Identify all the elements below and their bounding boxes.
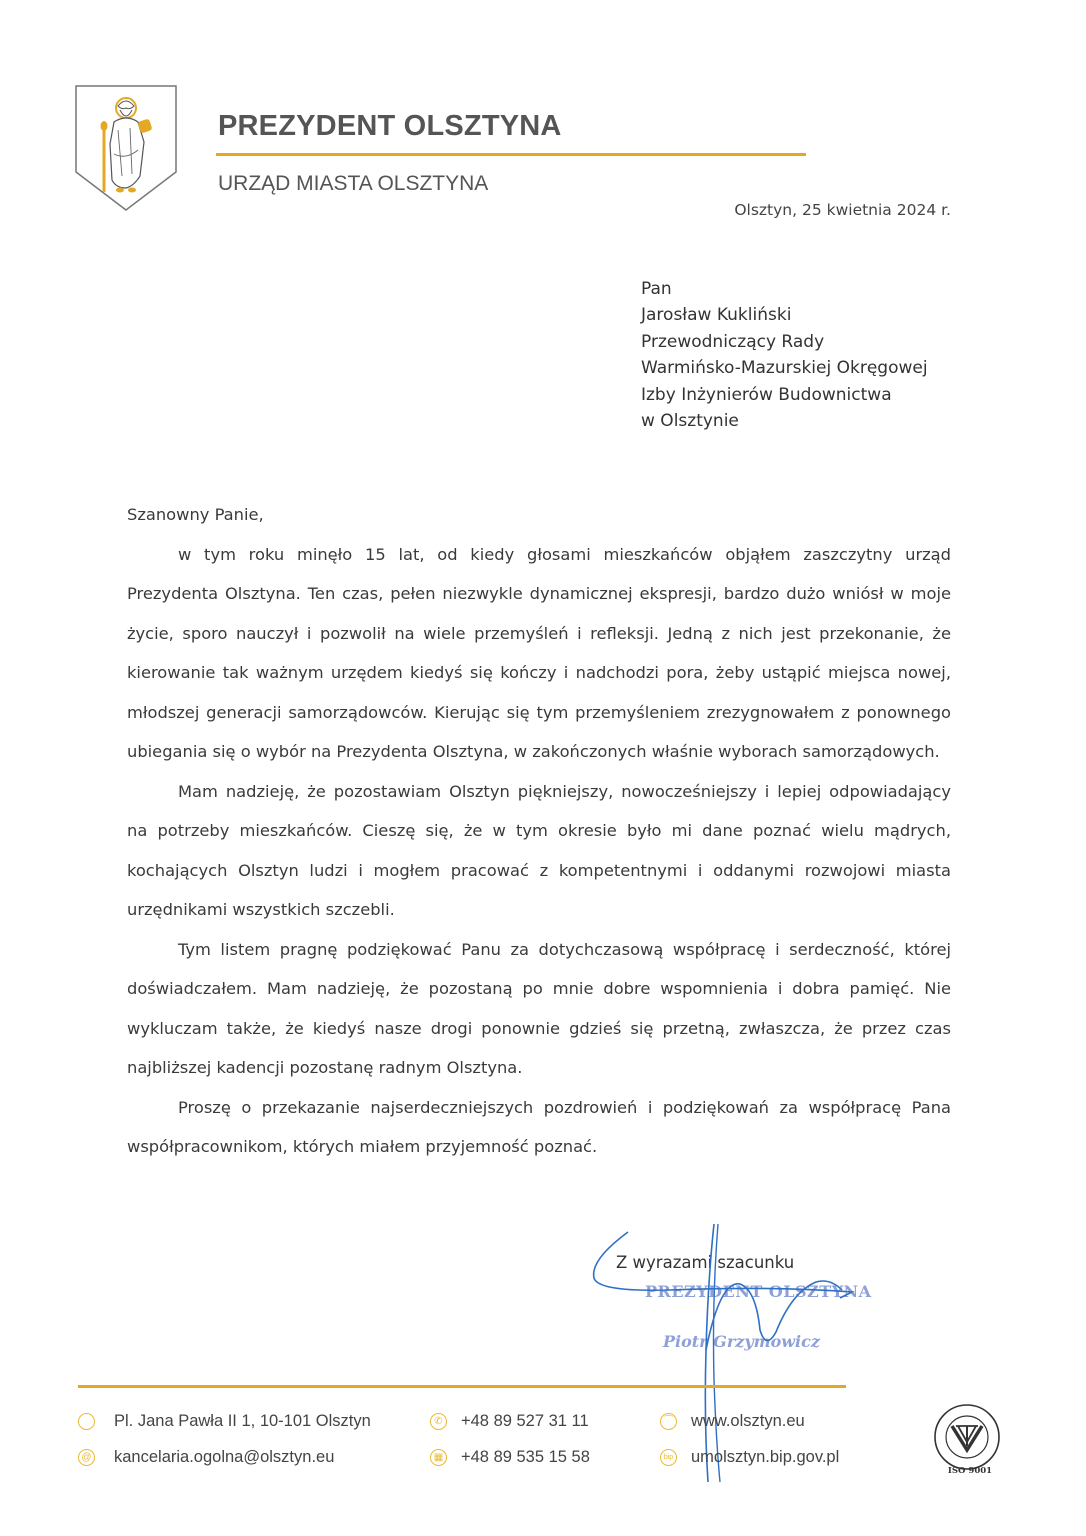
globe-icon: ⌒ [660, 1413, 677, 1430]
phone-icon: ✆ [430, 1413, 447, 1430]
stamp-title: PREZYDENT OLSZTYNA [645, 1282, 872, 1301]
footer-phone [430, 1412, 589, 1431]
recipient-line: Jarosław Kukliński [641, 305, 792, 326]
footer-email [78, 1448, 334, 1467]
letter-date: Olsztyn, 25 kwietnia 2024 r. [734, 201, 951, 219]
footer-email-text[interactable]: kancelaria.ogolna@olsztyn.eu [114, 1448, 335, 1466]
recipient-line: w Olsztynie [641, 411, 739, 432]
footer-address [78, 1412, 371, 1431]
footer-fax-text: +48 89 535 15 58 [461, 1448, 590, 1466]
body-paragraph: Tym listem pragnę podziękować Panu za dotychczasową współpracę i serdeczność, której doświadczałem. Mam nadzieję, że pozostaną po mnie dobre wspomnienia i dobra pamięć. Nie wykluczam także, że kiedyś nasze drogi ponownie gdzieś się przetną, zwłaszcza, że przez czas najbliższej kadencji pozostanę radnym Olsztyna. [127, 939, 951, 1077]
greeting: Szanowny Panie, [127, 505, 264, 524]
body-paragraph: Proszę o przekazanie najserdeczniejszych pozdrowień i podziękowań za współpracę Pana współpracownikom, których miałem przyjemność poznać. [127, 1097, 951, 1156]
recipient-line: Przewodniczący Rady [641, 331, 825, 352]
closing-text: Z wyrazami szacunku [616, 1253, 795, 1272]
location-icon [78, 1413, 95, 1430]
footer-website-text[interactable]: www.olsztyn.eu [691, 1412, 805, 1430]
footer-fax [430, 1448, 590, 1467]
bip-icon: bip [660, 1449, 677, 1466]
letterhead-title: PREZYDENT OLSZTYNA [218, 110, 562, 142]
at-icon: @ [78, 1449, 95, 1466]
coat-of-arms-icon [74, 84, 178, 212]
body-paragraph: Mam nadzieję, że pozostawiam Olsztyn piękniejszy, nowocześniejszy i lepiej odpowiadający na potrzeby mieszkańców. Cieszę się, że w tym okresie było mi dane poznać wielu mądrych, kochających Olsztyn ludzi i mogłem pracować z kompetentnymi i oddanymi rozwojowi miasta urzędnikami wszystkich szczebli. [127, 781, 951, 919]
letterhead-divider [216, 153, 806, 156]
stamp-name: Piotr Grzymowicz [663, 1332, 820, 1351]
fax-icon: ▦ [430, 1449, 447, 1466]
footer-bip-text[interactable]: umolsztyn.bip.gov.pl [691, 1448, 840, 1466]
recipient-line: Pan [641, 279, 672, 299]
recipient-line: Izby Inżynierów Budownictwa [641, 384, 892, 405]
letter-body [127, 495, 951, 1167]
iso-caption: ISO 9001 [947, 1466, 993, 1476]
footer-address-text: Pl. Jana Pawła II 1, 10-101 Olsztyn [114, 1412, 371, 1430]
footer-bip [660, 1448, 839, 1467]
recipient-line: Warmińsko-Mazurskiej Okręgowej [641, 358, 928, 379]
footer-website [660, 1412, 805, 1431]
footer-phone-text: +48 89 527 31 11 [461, 1412, 589, 1430]
footer-divider [78, 1385, 846, 1388]
body-paragraph: w tym roku minęło 15 lat, od kiedy głosami mieszkańców objąłem zaszczytny urząd Prezydenta Olsztyna. Ten czas, pełen niezwykle dynamicznej ekspresji, bardzo dużo wniósł w moje życie, sporo nauczył i pozwolił na wiele przemyśleń i refleksji. Jedną z nich jest przekonanie, że kierowanie tak ważnym urzędem kiedyś się kończy i nadchodzi pora, żeby ustąpić miejsca nowej, młodszej generacji samorządowców. Kierując się tym przemyśleniem zrezygnowałem z ponownego ubiegania się o wybór na Prezydenta Olsztyna, w zakończonych właśnie wyborach samorządowych. [127, 544, 951, 761]
letterhead-subtitle: URZĄD MIASTA OLSZTYNA [218, 172, 489, 195]
recipient-block [641, 276, 928, 434]
